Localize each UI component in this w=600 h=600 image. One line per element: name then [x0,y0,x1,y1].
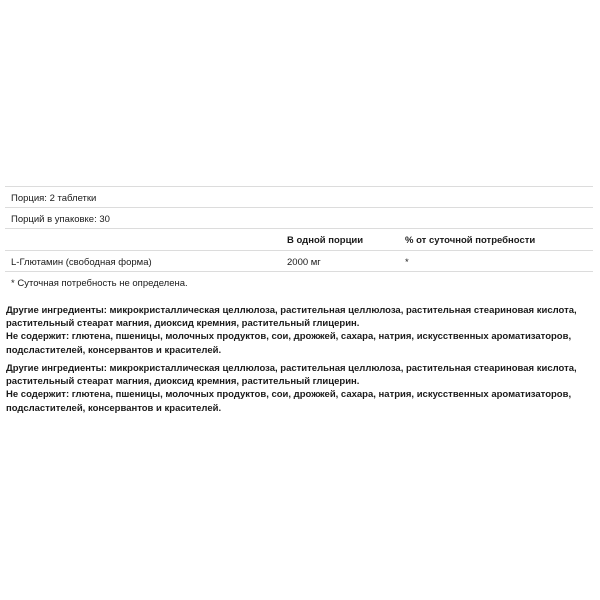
paragraph-line: растительный стеарат магния, диоксид кремния, растительный глицерин. [6,376,360,388]
ingredient-amount: 2000 мг [287,256,321,268]
serving-size-row [5,186,593,208]
servings-per-container-row [5,208,593,230]
ingredient-daily-value: * [405,256,409,268]
paragraph-line: подсластителей, консервантов и красителей. [6,402,222,414]
paragraph-line: Не содержит: глютена, пшеницы, молочных продуктов, сои, дрожжей, сахара, натрия, искусственных ароматизаторов, [6,331,572,343]
footnote: * Суточная потребность не определена. [11,278,188,289]
column-header-daily-value: % от суточной потребности [405,235,536,246]
serving-size: Порция: 2 таблетки [11,193,97,204]
other-ingredients-paragraph-duplicate [6,362,586,415]
paragraph-line: подсластителей, консервантов и красителей. [6,344,222,356]
footnote-row [5,272,593,294]
column-header-per-serving: В одной порции [287,235,364,246]
paragraph-line: Другие ингредиенты: микрокристаллическая целлюлоза, растительная целлюлоза, растительная стеариновая кислота, [6,363,577,374]
table-header-row [5,229,593,251]
other-ingredients-paragraph [6,304,586,357]
ingredient-name: L-Глютамин (свободная форма) [11,256,152,268]
paragraph-line: Другие ингредиенты: микрокристаллическая целлюлоза, растительная целлюлоза, растительная стеариновая кислота, [6,305,577,316]
servings-per-container: Порций в упаковке: 30 [11,213,110,225]
supplement-facts-table [5,186,593,294]
paragraph-line: Не содержит: глютена, пшеницы, молочных продуктов, сои, дрожжей, сахара, натрия, искусственных ароматизаторов, [6,389,572,401]
ingredient-row [5,251,593,273]
paragraph-line: растительный стеарат магния, диоксид кремния, растительный глицерин. [6,318,360,330]
